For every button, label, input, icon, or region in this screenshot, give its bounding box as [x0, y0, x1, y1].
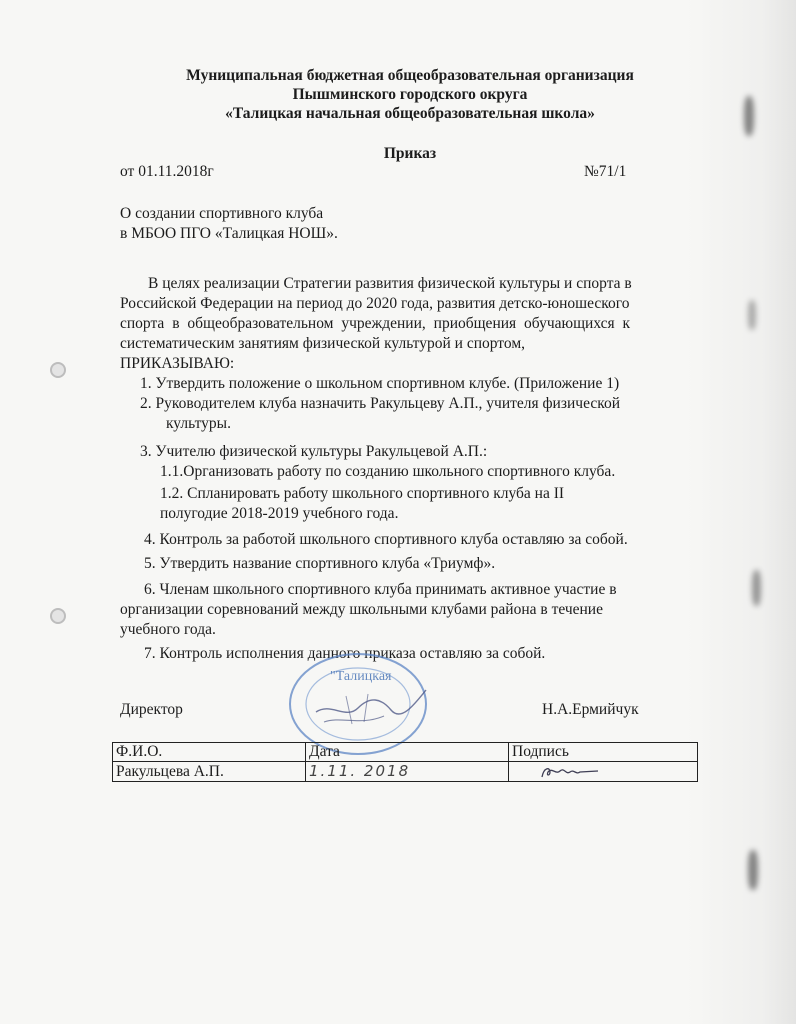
header-signature: Подпись: [509, 743, 698, 762]
item-6b: организации соревнований между школьными клубами района в течение: [120, 601, 603, 618]
row-date-handwritten: 1.11. 2018: [309, 762, 411, 780]
org-header-line2: Пышминского городского округа: [292, 86, 528, 103]
order-number: №71/1: [584, 163, 627, 180]
order-word: ПРИКАЗЫВАЮ:: [120, 355, 235, 372]
order-date: от 01.11.2018г: [120, 163, 214, 180]
doc-title: Приказ: [383, 145, 437, 162]
org-header-line3: «Талицкая начальная общеобразовательная школа»: [225, 105, 595, 122]
row-name: Ракульцева А.П.: [113, 762, 306, 782]
row-signature: [509, 762, 698, 782]
preamble-line1: В целях реализации Стратегии развития физической культуры и спорта в: [148, 275, 632, 292]
item-2b: культуры.: [166, 415, 231, 432]
scan-smudge: [748, 850, 758, 890]
scan-smudge: [744, 96, 754, 136]
subject-line1: О создании спортивного клуба: [120, 205, 324, 222]
item-6a: 6. Членам школьного спортивного клуба принимать активное участие в: [144, 581, 617, 598]
org-header-line1: Муниципальная бюджетная общеобразовательная организация: [186, 67, 634, 84]
punch-hole: [50, 362, 66, 378]
table-header-row: [113, 743, 698, 762]
acknowledgement-table: [112, 742, 698, 782]
table-row: [113, 762, 698, 782]
item-3-2b: полугодие 2018-2019 учебного года.: [160, 505, 399, 522]
item-1: 1. Утвердить положение о школьном спортивном клубе. (Приложение 1): [140, 375, 620, 392]
item-7: 7. Контроль исполнения данного приказа оставляю за собой.: [144, 645, 546, 662]
signature-position: Директор: [120, 701, 183, 718]
subject-line2: в МБОО ПГО «Талицкая НОШ».: [120, 225, 338, 242]
item-6c: учебного года.: [120, 621, 216, 638]
preamble-line3: спорта в общеобразовательном учреждении, приобщения обучающихся к: [120, 315, 631, 332]
item-4: 4. Контроль за работой школьного спортивного клуба оставляю за собой.: [144, 531, 628, 548]
scan-smudge: [748, 300, 756, 330]
item-3-1: 1.1.Организовать работу по созданию школьного спортивного клуба.: [160, 463, 616, 480]
preamble-line4: систематическим занятиям физической культурой и спортом,: [120, 335, 526, 352]
item-5: 5. Утвердить название спортивного клуба «Триумф».: [144, 555, 496, 572]
header-name: Ф.И.О.: [113, 743, 306, 762]
scan-smudge: [752, 570, 761, 606]
signature-name: Н.А.Ермийчук: [542, 701, 639, 718]
item-2a: 2. Руководителем клуба назначить Ракульцеву А.П., учителя физической: [140, 395, 621, 412]
handwritten-signature-icon: [538, 763, 618, 781]
stamp-text: "Талицкая: [330, 669, 392, 684]
punch-hole: [50, 608, 66, 624]
header-date: Дата: [306, 743, 509, 762]
org-header: [100, 66, 720, 123]
row-date: [306, 762, 509, 782]
preamble-line2: Российской Федерации на период до 2020 года, развития детско-юношеского: [120, 295, 630, 312]
item-3: 3. Учителю физической культуры Ракульцевой А.П.:: [140, 443, 488, 460]
item-3-2a: 1.2. Спланировать работу школьного спортивного клуба на II: [160, 485, 565, 502]
